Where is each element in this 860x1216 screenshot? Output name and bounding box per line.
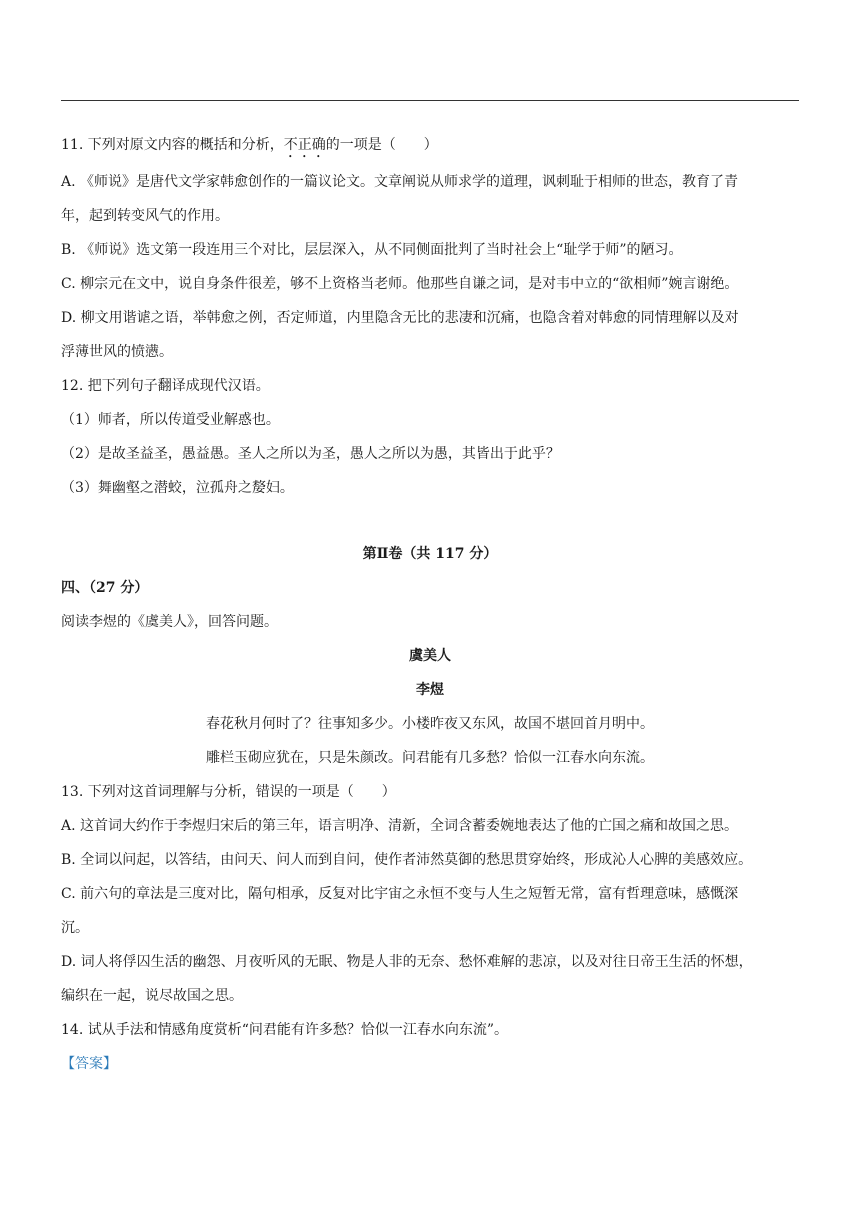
q11-option-a-line2: 年，起到转变风气的作用。 (61, 208, 229, 224)
reading-intro: 阅读李煜的《虞美人》，回答问题。 (61, 614, 278, 630)
q12-sentence-2: （2）是故圣益圣，愚益愚。圣人之所以为圣，愚人之所以为愚，其皆出于此乎？ (61, 446, 560, 462)
q11-option-d-line1: D. 柳文用谐谑之语，举韩愈之例，否定师道，内里隐含无比的悲凄和沉痛，也隐含着对韩愈的同情理解以及对 (61, 310, 739, 326)
q11-stem (61, 135, 438, 161)
q13-option-d-line1: D. 词人将俘囚生活的幽怨、月夜听风的无眠、物是人非的无奈、愁怀难解的悲凉，以及对往日帝王生活的怀想， (61, 954, 753, 970)
q11-option-a-line1: A. 《师说》是唐代文学家韩愈创作的一篇议论文。文章阐说从师求学的道理，讽刺耻于相师的世态，教育了青 (61, 174, 739, 190)
q13-option-b: B. 全词以问起，以答结，由问天、问人而到自问，使作者沛然莫御的愁思贯穿始终，形成沁人心脾的美感效应。 (61, 852, 753, 868)
section-heading: 四、（27 分） (61, 580, 149, 596)
q11-stem-post: 的一项是（ ） (325, 137, 438, 153)
q11-option-d-line2: 浮薄世风的愤懑。 (61, 344, 173, 360)
q12-stem: 12. 把下列句子翻译成现代汉语。 (61, 378, 270, 394)
q13-option-a: A. 这首词大约作于李煜归宋后的第三年，语言明净、清新，全词含蓄委婉地表达了他的亡国之痛和故国之思。 (61, 818, 739, 834)
part2-title: 第Ⅱ卷（共 117 分） (362, 546, 498, 562)
q11-option-b: B. 《师说》选文第一段连用三个对比，层层深入，从不同侧面批判了当时社会上“耻学于师”的陋习。 (61, 242, 683, 258)
q13-stem: 13. 下列对这首词理解与分析，错误的一项是（ ） (61, 784, 396, 800)
q11-stem-pre: 11. 下列对原文内容的概括和分析， (61, 137, 284, 153)
poem-title: 虞美人 (409, 648, 451, 664)
header-rule (61, 100, 799, 101)
q11-stem-emphasis: 不正确 (283, 137, 326, 153)
answer-label: 【答案】 (61, 1056, 117, 1072)
q12-sentence-1: （1）师者，所以传道受业解惑也。 (61, 412, 280, 428)
q11-option-c: C. 柳宗元在文中，说自身条件很差，够不上资格当老师。他那些自谦之词，是对韦中立的“欲相师”婉言谢绝。 (61, 276, 739, 292)
q13-option-d-line2: 编织在一起，说尽故国之思。 (61, 988, 243, 1004)
poem-author: 李煜 (416, 682, 444, 698)
q12-sentence-3: （3）舞幽壑之潜蛟，泣孤舟之嫠妇。 (61, 480, 294, 496)
q13-option-c-line2: 沉。 (61, 920, 89, 936)
poem-line-1: 春花秋月何时了？往事知多少。小楼昨夜又东风，故国不堪回首月明中。 (206, 716, 654, 732)
q14-stem: 14. 试从手法和情感角度赏析“问君能有许多愁？恰似一江春水向东流”。 (61, 1022, 509, 1038)
poem-line-2: 雕栏玉砌应犹在，只是朱颜改。问君能有几多愁？恰似一江春水向东流。 (206, 750, 654, 766)
q13-option-c-line1: C. 前六句的章法是三度对比，隔句相承，反复对比宇宙之永恒不变与人生之短暂无常，富有哲理意味，感慨深 (61, 886, 739, 902)
